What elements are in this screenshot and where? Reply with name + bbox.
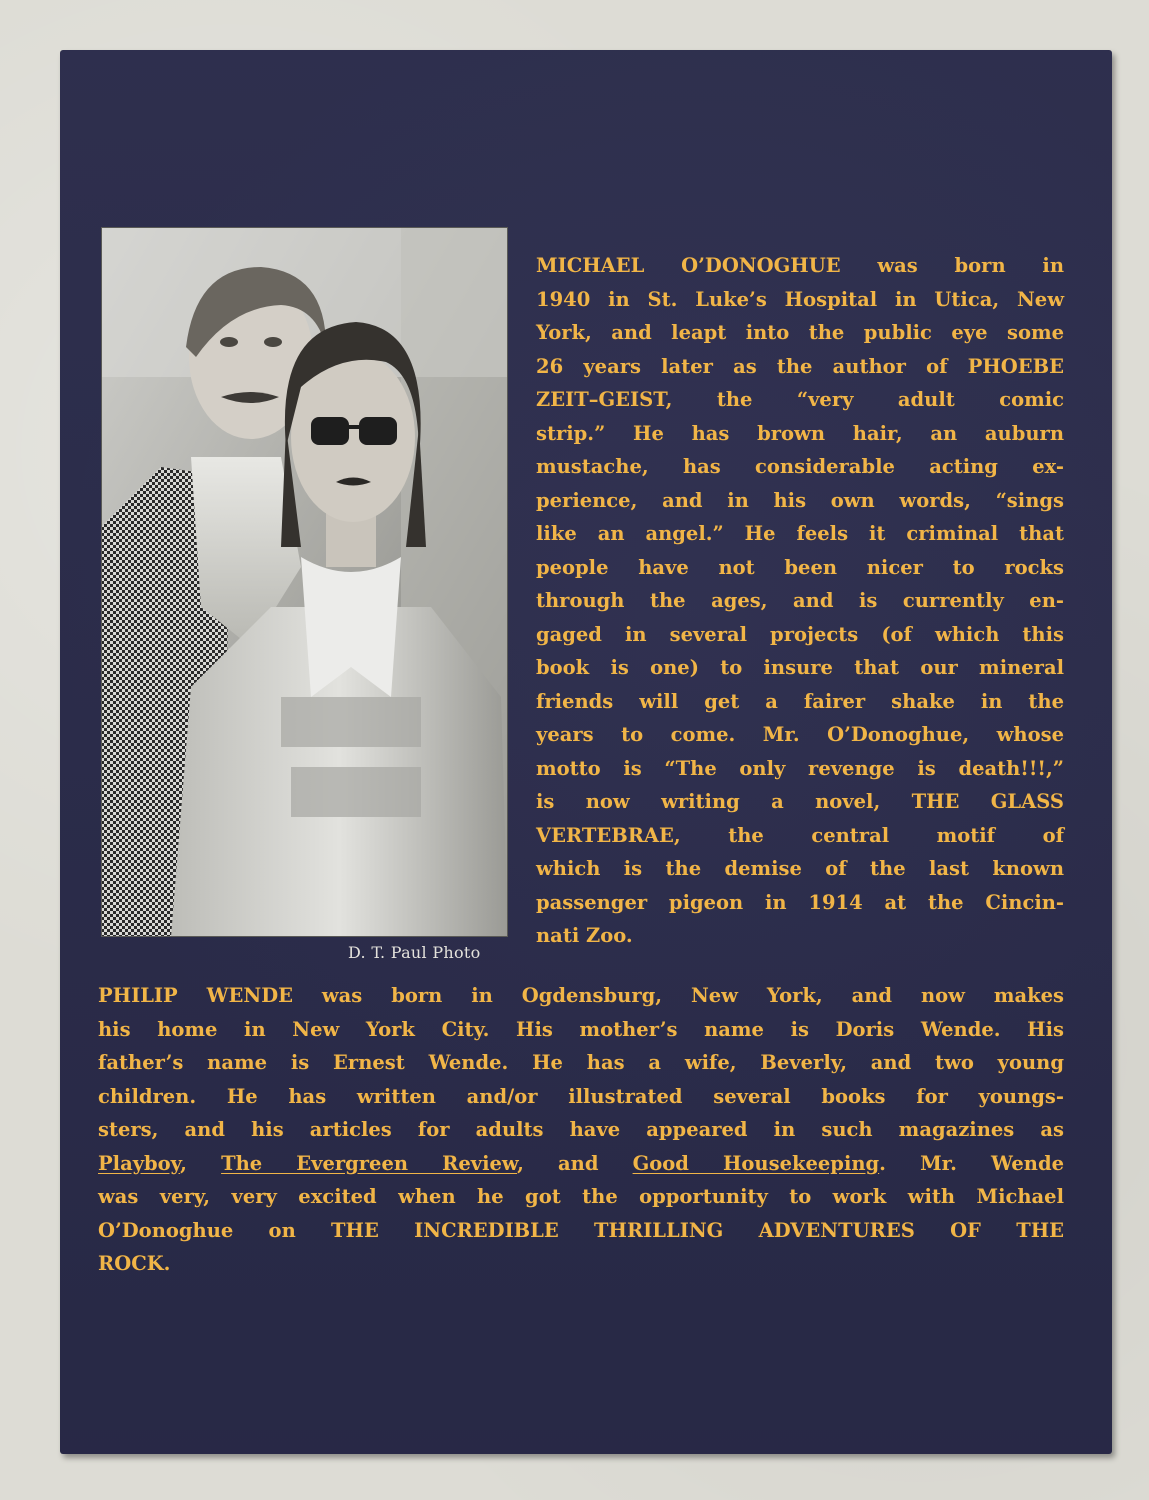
- bio-line: motto is “The only revenge is death!!!,”: [536, 756, 1064, 780]
- photo-credit: D. T. Paul Photo: [348, 943, 481, 962]
- bio-line: 1940 in St. Luke’s Hospital in Utica, New: [536, 287, 1064, 311]
- bio-line: ZEIT–GEIST, the “very adult comic: [536, 388, 1064, 411]
- bio-line: sters, and his articles for adults have appeared in such magazines as: [98, 1118, 1064, 1141]
- bio-line: his home in New York City. His mother’s name is Doris Wende. His: [98, 1017, 1064, 1041]
- bio-line: was very, very excited when he got the opportunity to work with Michael: [98, 1185, 1064, 1208]
- bio-line: father’s name is Ernest Wende. He has a wife, Beverly, and two young: [98, 1051, 1064, 1074]
- bio-line: VERTEBRAE, the central motif of: [536, 823, 1064, 847]
- bio-line: MICHAEL O’DONOGHUE was born in: [536, 254, 1064, 277]
- bio-line-magazines: [98, 1147, 1064, 1181]
- bio-philip-wende: [98, 979, 1064, 1281]
- bio-line: through the ages, and is currently en-: [536, 589, 1064, 612]
- bio-line: is now writing a novel, THE GLASS: [536, 790, 1064, 813]
- magazine-title: Playboy: [98, 1151, 181, 1175]
- bio-michael-odonoghue: [536, 249, 1064, 953]
- bio-line: York, and leapt into the public eye some: [536, 321, 1064, 344]
- magazine-title: The Evergreen Review: [221, 1151, 518, 1175]
- bio-line: book is one) to insure that our mineral: [536, 656, 1064, 679]
- bio-line: perience, and in his own words, “sings: [536, 488, 1064, 512]
- bio-line: like an angel.” He feels it criminal that: [536, 522, 1064, 545]
- separator-text: ,: [180, 1151, 222, 1175]
- book-back-cover: [60, 50, 1112, 1454]
- bio-line: years to come. Mr. O’Donoghue, whose: [536, 723, 1064, 746]
- bio-line: O’Donoghue on THE INCREDIBLE THRILLING ADVENTURES OF THE: [98, 1218, 1064, 1242]
- bio-line: ROCK.: [98, 1252, 171, 1275]
- bio-line: passenger pigeon in 1914 at the Cincin-: [536, 890, 1064, 914]
- bio-line: 26 years later as the author of PHOEBE: [536, 354, 1064, 378]
- bio-line: strip.” He has brown hair, an auburn: [536, 421, 1064, 445]
- bio-line: which is the demise of the last known: [536, 857, 1064, 880]
- bio-line: gaged in several projects (of which this: [536, 622, 1064, 646]
- magazine-title: Good Housekeeping: [632, 1151, 880, 1175]
- bio-line: mustache, has considerable acting ex-: [536, 455, 1064, 478]
- separator-text: . Mr. Wende: [879, 1151, 1064, 1175]
- bio-line: children. He has written and/or illustrated several books for youngs-: [98, 1084, 1064, 1108]
- author-photo: [101, 227, 508, 937]
- bio-line: PHILIP WENDE was born in Ogdensburg, New York, and now makes: [98, 984, 1064, 1007]
- bio-line: people have not been nicer to rocks: [536, 555, 1064, 579]
- bio-line: friends will get a fairer shake in the: [536, 689, 1064, 713]
- separator-text: , and: [517, 1151, 633, 1175]
- bio-line: nati Zoo.: [536, 924, 633, 947]
